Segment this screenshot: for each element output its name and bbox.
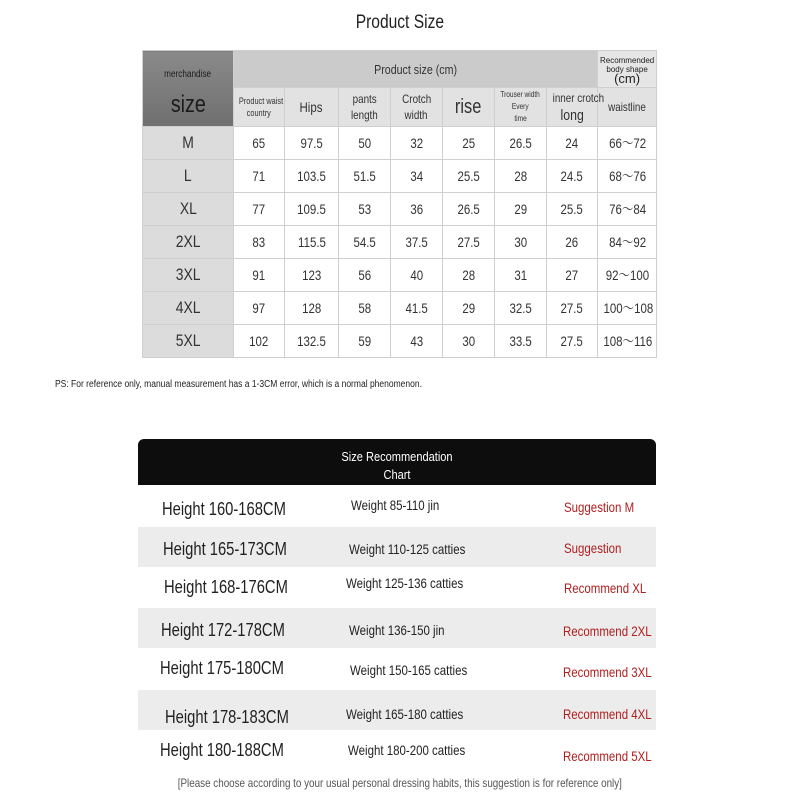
list-item — [138, 527, 656, 567]
col-header-waist: Product waist country — [234, 88, 285, 127]
list-item — [138, 567, 656, 607]
table-row — [143, 127, 657, 160]
cell-waistline: 68～76 — [598, 160, 657, 193]
cell-hips: 115.5 — [285, 226, 339, 259]
cell-rise: 27.5 — [443, 226, 495, 259]
weight-text: Weight 136-150 jin — [349, 622, 445, 638]
cell-waist: 91 — [234, 259, 285, 292]
recommendation-header-line2: Chart — [383, 467, 411, 482]
suggestion-text: Suggestion M — [564, 499, 635, 515]
col-header-trouser-width: Trouser width Every time — [495, 88, 547, 127]
suggestion-text: Suggestion — [564, 540, 622, 556]
recommendation-header — [138, 439, 656, 485]
cell-inner: 27.5 — [547, 292, 598, 325]
cell-trouser: 30 — [495, 226, 547, 259]
cell-trouser: 33.5 — [495, 325, 547, 358]
cell-waistline: 84～92 — [598, 226, 657, 259]
col-header-pants-length: pants length — [339, 88, 391, 127]
weight-text: Weight 150-165 catties — [350, 662, 468, 678]
cell-crotch: 43 — [391, 325, 443, 358]
col-header-hips: Hips — [285, 88, 339, 127]
cell-waist: 65 — [234, 127, 285, 160]
cell-rise: 25 — [443, 127, 495, 160]
height-text: Height 168-176CM — [164, 577, 288, 597]
weight-text: Weight 165-180 catties — [346, 706, 464, 722]
cell-crotch: 41.5 — [391, 292, 443, 325]
suggestion-text: Recommend 5XL — [563, 748, 652, 764]
cell-trouser: 28 — [495, 160, 547, 193]
cell-rise: 26.5 — [443, 193, 495, 226]
cell-hips: 97.5 — [285, 127, 339, 160]
cell-trouser: 32.5 — [495, 292, 547, 325]
weight-text: Weight 85-110 jin — [351, 497, 440, 513]
cell-crotch: 36 — [391, 193, 443, 226]
corner-merchandise-label: merchandise — [164, 69, 212, 80]
cell-rise: 29 — [443, 292, 495, 325]
cell-inner: 27.5 — [547, 325, 598, 358]
cell-waistline: 92～100 — [598, 259, 657, 292]
cell-waistline: 108～116 — [598, 325, 657, 358]
product-size-table — [142, 50, 657, 358]
measurement-note: PS: For reference only, manual measurement has a 1-3CM error, which is a normal phenomenon. — [55, 379, 422, 390]
cell-length: 59 — [339, 325, 391, 358]
cell-length: 50 — [339, 127, 391, 160]
weight-text: Weight 125-136 catties — [346, 575, 464, 591]
size-label-cell: 2XL — [143, 226, 234, 259]
cell-trouser: 26.5 — [495, 127, 547, 160]
table-row — [143, 325, 657, 358]
height-text: Height 172-178CM — [161, 620, 285, 640]
cell-inner: 26 — [547, 226, 598, 259]
col-header-inner-crotch: inner crotch long — [547, 88, 598, 127]
size-label-cell: 3XL — [143, 259, 234, 292]
size-label-cell: M — [143, 127, 234, 160]
col-header-rise: rise — [443, 88, 495, 127]
body-shape-header: Recommended body shape (cm) — [598, 51, 657, 88]
cell-waist: 83 — [234, 226, 285, 259]
cell-hips: 103.5 — [285, 160, 339, 193]
product-size-header: Product size (cm) — [234, 51, 598, 88]
cell-inner: 27 — [547, 259, 598, 292]
height-text: Height 165-173CM — [163, 539, 287, 559]
col-header-crotch-width: Crotch width — [391, 88, 443, 127]
cell-waist: 102 — [234, 325, 285, 358]
height-text: Height 175-180CM — [160, 658, 284, 678]
size-label-cell: 5XL — [143, 325, 234, 358]
cell-waistline: 100～108 — [598, 292, 657, 325]
height-text: Height 160-168CM — [162, 499, 286, 519]
list-item — [138, 650, 656, 690]
height-text: Height 180-188CM — [160, 740, 284, 760]
table-corner-header — [143, 51, 234, 127]
cell-waist: 77 — [234, 193, 285, 226]
cell-rise: 25.5 — [443, 160, 495, 193]
cell-length: 56 — [339, 259, 391, 292]
cell-crotch: 40 — [391, 259, 443, 292]
cell-crotch: 34 — [391, 160, 443, 193]
cell-length: 54.5 — [339, 226, 391, 259]
cell-length: 58 — [339, 292, 391, 325]
cell-length: 51.5 — [339, 160, 391, 193]
corner-size-label: size — [170, 91, 206, 118]
size-label-cell: L — [143, 160, 234, 193]
cell-trouser: 29 — [495, 193, 547, 226]
recommendation-header-line1: Size Recommendation — [341, 449, 453, 464]
cell-length: 53 — [339, 193, 391, 226]
table-row — [143, 226, 657, 259]
table-row — [143, 160, 657, 193]
col-header-waistline: waistline — [598, 88, 657, 127]
list-item — [138, 690, 656, 730]
cell-inner: 25.5 — [547, 193, 598, 226]
list-item — [138, 608, 656, 648]
cell-rise: 28 — [443, 259, 495, 292]
list-item — [138, 488, 656, 528]
cell-waist: 71 — [234, 160, 285, 193]
cell-rise: 30 — [443, 325, 495, 358]
size-label-cell: XL — [143, 193, 234, 226]
cell-crotch: 32 — [391, 127, 443, 160]
cell-hips: 109.5 — [285, 193, 339, 226]
page-title-text: Product Size — [355, 12, 445, 33]
cell-hips: 128 — [285, 292, 339, 325]
suggestion-text: Recommend XL — [564, 580, 647, 596]
cell-crotch: 37.5 — [391, 226, 443, 259]
suggestion-text: Recommend 4XL — [563, 706, 652, 722]
table-row — [143, 193, 657, 226]
height-text: Height 178-183CM — [165, 707, 289, 727]
cell-waistline: 66～72 — [598, 127, 657, 160]
cell-waist: 97 — [234, 292, 285, 325]
cell-waistline: 76～84 — [598, 193, 657, 226]
weight-text: Weight 110-125 catties — [349, 541, 466, 557]
cell-trouser: 31 — [495, 259, 547, 292]
cell-hips: 123 — [285, 259, 339, 292]
cell-inner: 24 — [547, 127, 598, 160]
cell-inner: 24.5 — [547, 160, 598, 193]
suggestion-text: Recommend 2XL — [563, 623, 652, 639]
cell-hips: 132.5 — [285, 325, 339, 358]
page-title — [0, 12, 800, 34]
suggestion-text: Recommend 3XL — [563, 664, 652, 680]
table-row — [143, 259, 657, 292]
recommendation-footer: [Please choose according to your usual personal dressing habits, this suggestion is for reference only] — [177, 776, 623, 790]
table-row — [143, 292, 657, 325]
list-item — [138, 733, 656, 773]
size-label-cell: 4XL — [143, 292, 234, 325]
weight-text: Weight 180-200 catties — [348, 742, 466, 758]
